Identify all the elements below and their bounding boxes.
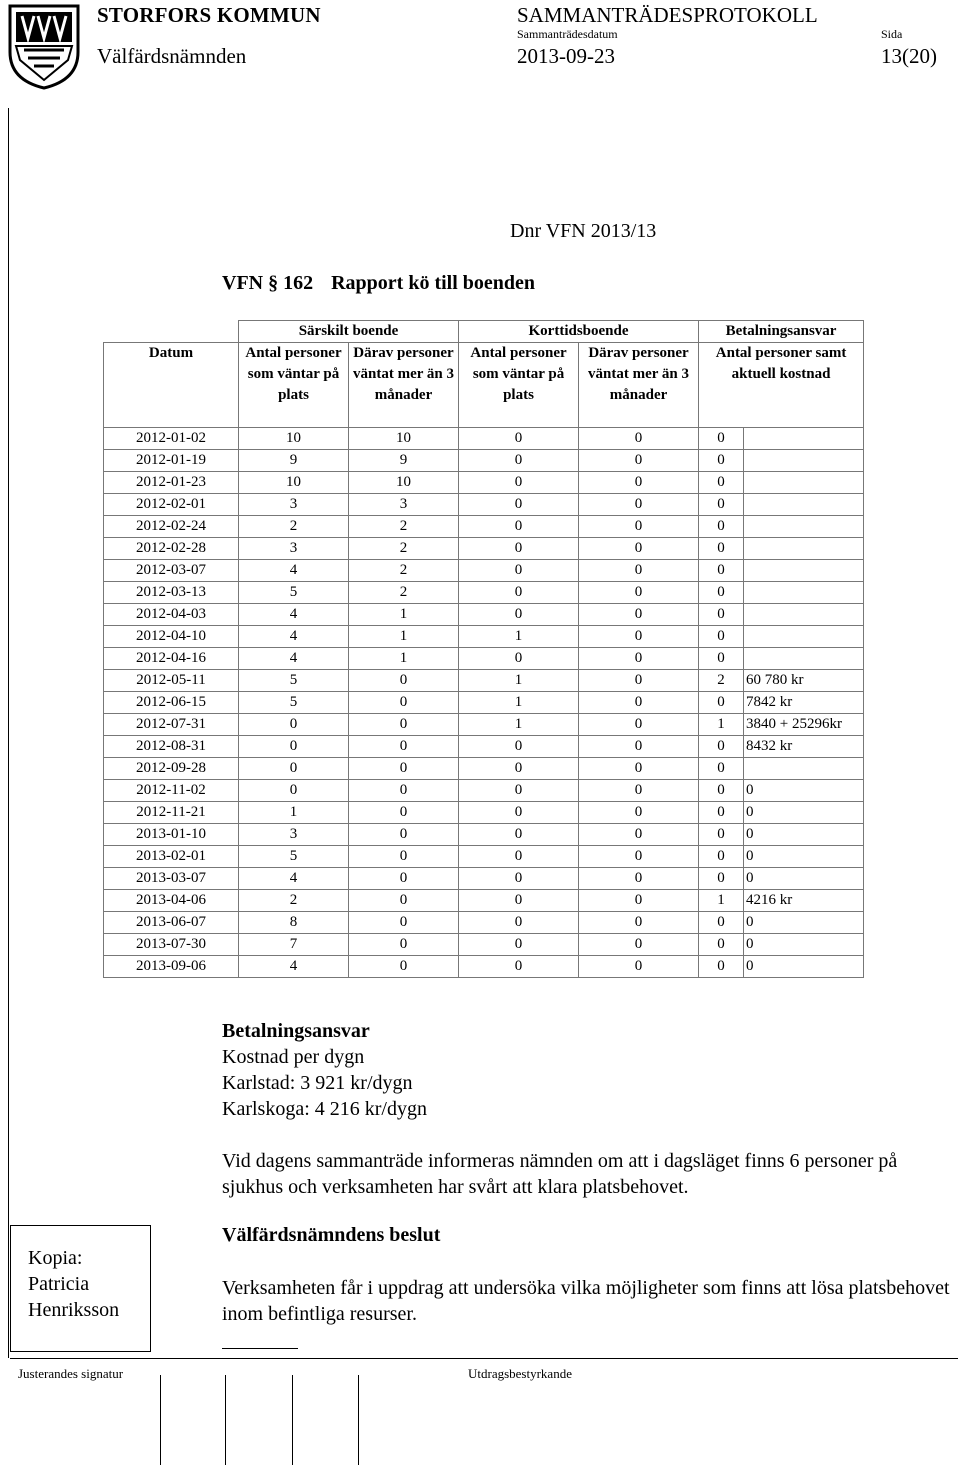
value-cell: 0 <box>459 648 579 670</box>
value-cell: 0 <box>459 516 579 538</box>
table-row <box>104 802 864 824</box>
value-cell: 0 <box>579 582 699 604</box>
value-cell: 0 <box>744 956 864 978</box>
value-cell: 0 <box>744 912 864 934</box>
value-cell: 10 <box>349 472 459 494</box>
value-cell: 0 <box>579 538 699 560</box>
value-cell: 0 <box>349 846 459 868</box>
signature-box-divider <box>358 1375 359 1465</box>
value-cell: 0 <box>579 648 699 670</box>
table-row <box>104 912 864 934</box>
table-row <box>104 516 864 538</box>
value-cell: 1 <box>349 626 459 648</box>
value-cell: 0 <box>349 692 459 714</box>
table-row <box>104 670 864 692</box>
value-cell: 0 <box>459 560 579 582</box>
value-cell: 0 <box>349 758 459 780</box>
value-cell: 0 <box>699 648 744 670</box>
value-cell: 1 <box>349 648 459 670</box>
value-cell: 4216 kr <box>744 890 864 912</box>
footer-signature-label: Justerandes signatur <box>18 1366 124 1381</box>
page-number: 13(20) <box>881 44 937 68</box>
group-header: Betalningsansvar <box>699 321 864 343</box>
value-cell: 0 <box>699 604 744 626</box>
date-cell: 2012-07-31 <box>104 714 239 736</box>
value-cell: 0 <box>699 560 744 582</box>
value-cell: 0 <box>579 736 699 758</box>
value-cell: 5 <box>239 670 349 692</box>
value-cell: 0 <box>744 780 864 802</box>
table-row <box>104 472 864 494</box>
date-cell: 2013-02-01 <box>104 846 239 868</box>
table-header-row <box>104 343 864 428</box>
value-cell: 0 <box>459 956 579 978</box>
value-cell: 0 <box>699 824 744 846</box>
value-cell: 0 <box>699 802 744 824</box>
value-cell: 2 <box>699 670 744 692</box>
department-name: Välfärdsnämnden <box>97 44 247 68</box>
value-cell: 0 <box>579 956 699 978</box>
value-cell: 0 <box>459 494 579 516</box>
date-cell: 2012-02-24 <box>104 516 239 538</box>
value-cell: 0 <box>459 538 579 560</box>
value-cell: 0 <box>459 604 579 626</box>
value-cell: 0 <box>459 912 579 934</box>
payment-line: Karlstad: 3 921 kr/dygn <box>222 1072 413 1094</box>
date-cell: 2012-01-23 <box>104 472 239 494</box>
value-cell <box>744 758 864 780</box>
date-cell: 2012-09-28 <box>104 758 239 780</box>
value-cell: 0 <box>579 516 699 538</box>
footer-divider <box>10 1358 958 1359</box>
value-cell: 0 <box>699 846 744 868</box>
table-row <box>104 450 864 472</box>
date-cell: 2013-04-06 <box>104 890 239 912</box>
value-cell: 0 <box>459 472 579 494</box>
table-row <box>104 934 864 956</box>
decision-heading: Välfärdsnämndens beslut <box>222 1224 441 1246</box>
value-cell: 4 <box>239 604 349 626</box>
payment-line: Karlskoga: 4 216 kr/dygn <box>222 1098 427 1120</box>
column-header: Antal personer som väntar på plats <box>459 343 579 428</box>
value-cell: 2 <box>349 538 459 560</box>
diary-number: Dnr VFN 2013/13 <box>510 220 657 242</box>
copy-recipient <box>28 1245 119 1323</box>
group-header: Korttidsboende <box>459 321 699 343</box>
value-cell: 4 <box>239 868 349 890</box>
value-cell: 0 <box>579 604 699 626</box>
value-cell: 0 <box>239 780 349 802</box>
value-cell: 0 <box>699 516 744 538</box>
table-row <box>104 956 864 978</box>
date-label: Sammanträdesdatum <box>517 27 618 41</box>
date-cell: 2013-07-30 <box>104 934 239 956</box>
value-cell: 0 <box>579 692 699 714</box>
value-cell: 1 <box>699 890 744 912</box>
value-cell <box>744 560 864 582</box>
value-cell: 0 <box>459 890 579 912</box>
value-cell: 0 <box>459 868 579 890</box>
copy-name-last: Henriksson <box>28 1299 120 1321</box>
table-group-row <box>104 321 864 343</box>
value-cell: 3 <box>239 494 349 516</box>
footer-certification-label: Utdragsbestyrkande <box>468 1366 572 1381</box>
value-cell: 0 <box>579 560 699 582</box>
date-cell: 2012-04-10 <box>104 626 239 648</box>
value-cell: 0 <box>239 736 349 758</box>
copy-label: Kopia: <box>28 1247 83 1269</box>
date-cell: 2012-01-02 <box>104 428 239 450</box>
value-cell: 9 <box>349 450 459 472</box>
meeting-date: 2013-09-23 <box>517 44 615 68</box>
table-row <box>104 494 864 516</box>
table-row <box>104 604 864 626</box>
value-cell: 0 <box>579 494 699 516</box>
value-cell: 4 <box>239 648 349 670</box>
value-cell: 7842 kr <box>744 692 864 714</box>
value-cell: 0 <box>239 758 349 780</box>
value-cell: 7 <box>239 934 349 956</box>
value-cell: 0 <box>459 780 579 802</box>
table-row <box>104 582 864 604</box>
value-cell <box>744 538 864 560</box>
value-cell: 1 <box>459 670 579 692</box>
table-row <box>104 560 864 582</box>
value-cell <box>744 428 864 450</box>
left-margin-line <box>8 108 9 1358</box>
value-cell <box>744 582 864 604</box>
signature-underline <box>222 1348 298 1349</box>
value-cell: 0 <box>699 538 744 560</box>
value-cell: 0 <box>699 934 744 956</box>
date-cell: 2012-03-13 <box>104 582 239 604</box>
value-cell: 0 <box>579 934 699 956</box>
value-cell: 0 <box>579 472 699 494</box>
value-cell: 0 <box>699 626 744 648</box>
table-row <box>104 868 864 890</box>
section-number: VFN § 162 <box>222 272 314 294</box>
value-cell: 0 <box>699 428 744 450</box>
column-header: Datum <box>104 343 239 428</box>
table-row <box>104 890 864 912</box>
table-row <box>104 736 864 758</box>
value-cell: 2 <box>349 516 459 538</box>
value-cell: 60 780 kr <box>744 670 864 692</box>
value-cell: 10 <box>239 428 349 450</box>
table-row <box>104 692 864 714</box>
value-cell: 0 <box>349 956 459 978</box>
value-cell: 0 <box>744 824 864 846</box>
value-cell: 0 <box>459 824 579 846</box>
value-cell: 0 <box>579 846 699 868</box>
value-cell: 8432 kr <box>744 736 864 758</box>
date-cell: 2012-08-31 <box>104 736 239 758</box>
group-header: Särskilt boende <box>239 321 459 343</box>
table-body <box>104 428 864 978</box>
payment-line: Kostnad per dygn <box>222 1046 365 1068</box>
value-cell: 0 <box>459 582 579 604</box>
value-cell: 2 <box>349 560 459 582</box>
value-cell <box>744 604 864 626</box>
decision-text: Verksamheten får i uppdrag att undersöka vilka möjligheter som finns att lösa platsbehovet inom befintliga resurser. <box>222 1277 950 1325</box>
value-cell: 0 <box>459 736 579 758</box>
municipal-coat-of-arms-icon <box>8 4 80 90</box>
value-cell: 0 <box>699 494 744 516</box>
date-cell: 2012-04-16 <box>104 648 239 670</box>
value-cell: 0 <box>699 758 744 780</box>
value-cell: 1 <box>459 692 579 714</box>
value-cell: 0 <box>459 802 579 824</box>
value-cell: 0 <box>349 802 459 824</box>
queue-table <box>103 320 864 978</box>
value-cell: 0 <box>699 868 744 890</box>
value-cell: 0 <box>579 626 699 648</box>
date-cell: 2012-11-21 <box>104 802 239 824</box>
value-cell: 0 <box>349 912 459 934</box>
value-cell: 2 <box>349 582 459 604</box>
value-cell: 4 <box>239 626 349 648</box>
value-cell <box>744 626 864 648</box>
column-header: Antal personer som väntar på plats <box>239 343 349 428</box>
date-cell: 2013-06-07 <box>104 912 239 934</box>
value-cell: 1 <box>459 714 579 736</box>
value-cell: 0 <box>579 714 699 736</box>
value-cell: 0 <box>459 450 579 472</box>
value-cell: 0 <box>699 912 744 934</box>
value-cell: 0 <box>459 934 579 956</box>
table-row <box>104 626 864 648</box>
section-heading: Rapport kö till boenden <box>331 272 536 294</box>
value-cell: 1 <box>459 626 579 648</box>
table-row <box>104 780 864 802</box>
value-cell: 0 <box>579 912 699 934</box>
table-row <box>104 714 864 736</box>
value-cell: 0 <box>579 868 699 890</box>
value-cell: 5 <box>239 582 349 604</box>
signature-box-divider <box>225 1375 226 1465</box>
value-cell: 0 <box>699 956 744 978</box>
value-cell: 0 <box>579 780 699 802</box>
table-row <box>104 538 864 560</box>
section-title <box>222 272 535 295</box>
table-row <box>104 846 864 868</box>
value-cell: 4 <box>239 560 349 582</box>
value-cell <box>744 648 864 670</box>
value-cell: 10 <box>239 472 349 494</box>
value-cell: 0 <box>579 428 699 450</box>
date-cell: 2012-04-03 <box>104 604 239 626</box>
value-cell: 0 <box>579 670 699 692</box>
value-cell: 0 <box>349 714 459 736</box>
value-cell: 0 <box>744 868 864 890</box>
value-cell: 0 <box>349 824 459 846</box>
value-cell: 0 <box>699 582 744 604</box>
copy-name-first: Patricia <box>28 1273 90 1295</box>
value-cell: 0 <box>744 846 864 868</box>
table-row <box>104 648 864 670</box>
value-cell: 0 <box>699 780 744 802</box>
table-row <box>104 824 864 846</box>
value-cell: 1 <box>239 802 349 824</box>
value-cell: 0 <box>459 428 579 450</box>
value-cell: 3840 + 25296kr <box>744 714 864 736</box>
organization-name: STORFORS KOMMUN <box>97 3 321 27</box>
value-cell: 0 <box>744 934 864 956</box>
value-cell: 3 <box>349 494 459 516</box>
payment-heading: Betalningsansvar <box>222 1020 370 1042</box>
value-cell: 0 <box>349 736 459 758</box>
value-cell: 9 <box>239 450 349 472</box>
column-header: Därav personer väntat mer än 3 månader <box>349 343 459 428</box>
value-cell: 2 <box>239 890 349 912</box>
value-cell: 10 <box>349 428 459 450</box>
value-cell: 0 <box>239 714 349 736</box>
date-cell: 2012-05-11 <box>104 670 239 692</box>
value-cell: 0 <box>699 472 744 494</box>
value-cell: 0 <box>349 890 459 912</box>
table-row <box>104 758 864 780</box>
info-paragraph: Vid dagens sammanträde informeras nämnden om att i dagsläget finns 6 personer på sjukhus och verksamheten har svårt att klara platsbehovet. <box>222 1150 898 1198</box>
date-cell: 2012-02-01 <box>104 494 239 516</box>
value-cell: 5 <box>239 846 349 868</box>
value-cell: 0 <box>459 758 579 780</box>
value-cell: 0 <box>579 824 699 846</box>
value-cell: 1 <box>699 714 744 736</box>
column-header: Antal personer samt aktuell kostnad <box>699 343 864 428</box>
value-cell <box>744 472 864 494</box>
page-label: Sida <box>881 27 903 41</box>
value-cell: 3 <box>239 538 349 560</box>
date-cell: 2012-02-28 <box>104 538 239 560</box>
value-cell: 0 <box>579 890 699 912</box>
value-cell: 2 <box>239 516 349 538</box>
value-cell: 0 <box>579 450 699 472</box>
signature-box-divider <box>160 1375 161 1465</box>
table-row <box>104 428 864 450</box>
date-cell: 2013-03-07 <box>104 868 239 890</box>
value-cell <box>744 516 864 538</box>
value-cell: 0 <box>699 736 744 758</box>
date-cell: 2013-01-10 <box>104 824 239 846</box>
value-cell: 3 <box>239 824 349 846</box>
signature-box-divider <box>292 1375 293 1465</box>
column-header: Därav personer väntat mer än 3 månader <box>579 343 699 428</box>
date-cell: 2012-11-02 <box>104 780 239 802</box>
value-cell <box>744 450 864 472</box>
value-cell <box>744 494 864 516</box>
date-cell: 2012-01-19 <box>104 450 239 472</box>
document-type: SAMMANTRÄDESPROTOKOLL <box>517 3 818 27</box>
value-cell: 0 <box>699 450 744 472</box>
value-cell: 1 <box>349 604 459 626</box>
date-cell: 2013-09-06 <box>104 956 239 978</box>
value-cell: 5 <box>239 692 349 714</box>
date-cell: 2012-06-15 <box>104 692 239 714</box>
value-cell: 8 <box>239 912 349 934</box>
value-cell: 0 <box>579 758 699 780</box>
date-cell: 2012-03-07 <box>104 560 239 582</box>
value-cell: 4 <box>239 956 349 978</box>
value-cell: 0 <box>349 780 459 802</box>
value-cell: 0 <box>744 802 864 824</box>
value-cell: 0 <box>349 670 459 692</box>
value-cell: 0 <box>459 846 579 868</box>
value-cell: 0 <box>349 934 459 956</box>
value-cell: 0 <box>699 692 744 714</box>
value-cell: 0 <box>579 802 699 824</box>
value-cell: 0 <box>349 868 459 890</box>
